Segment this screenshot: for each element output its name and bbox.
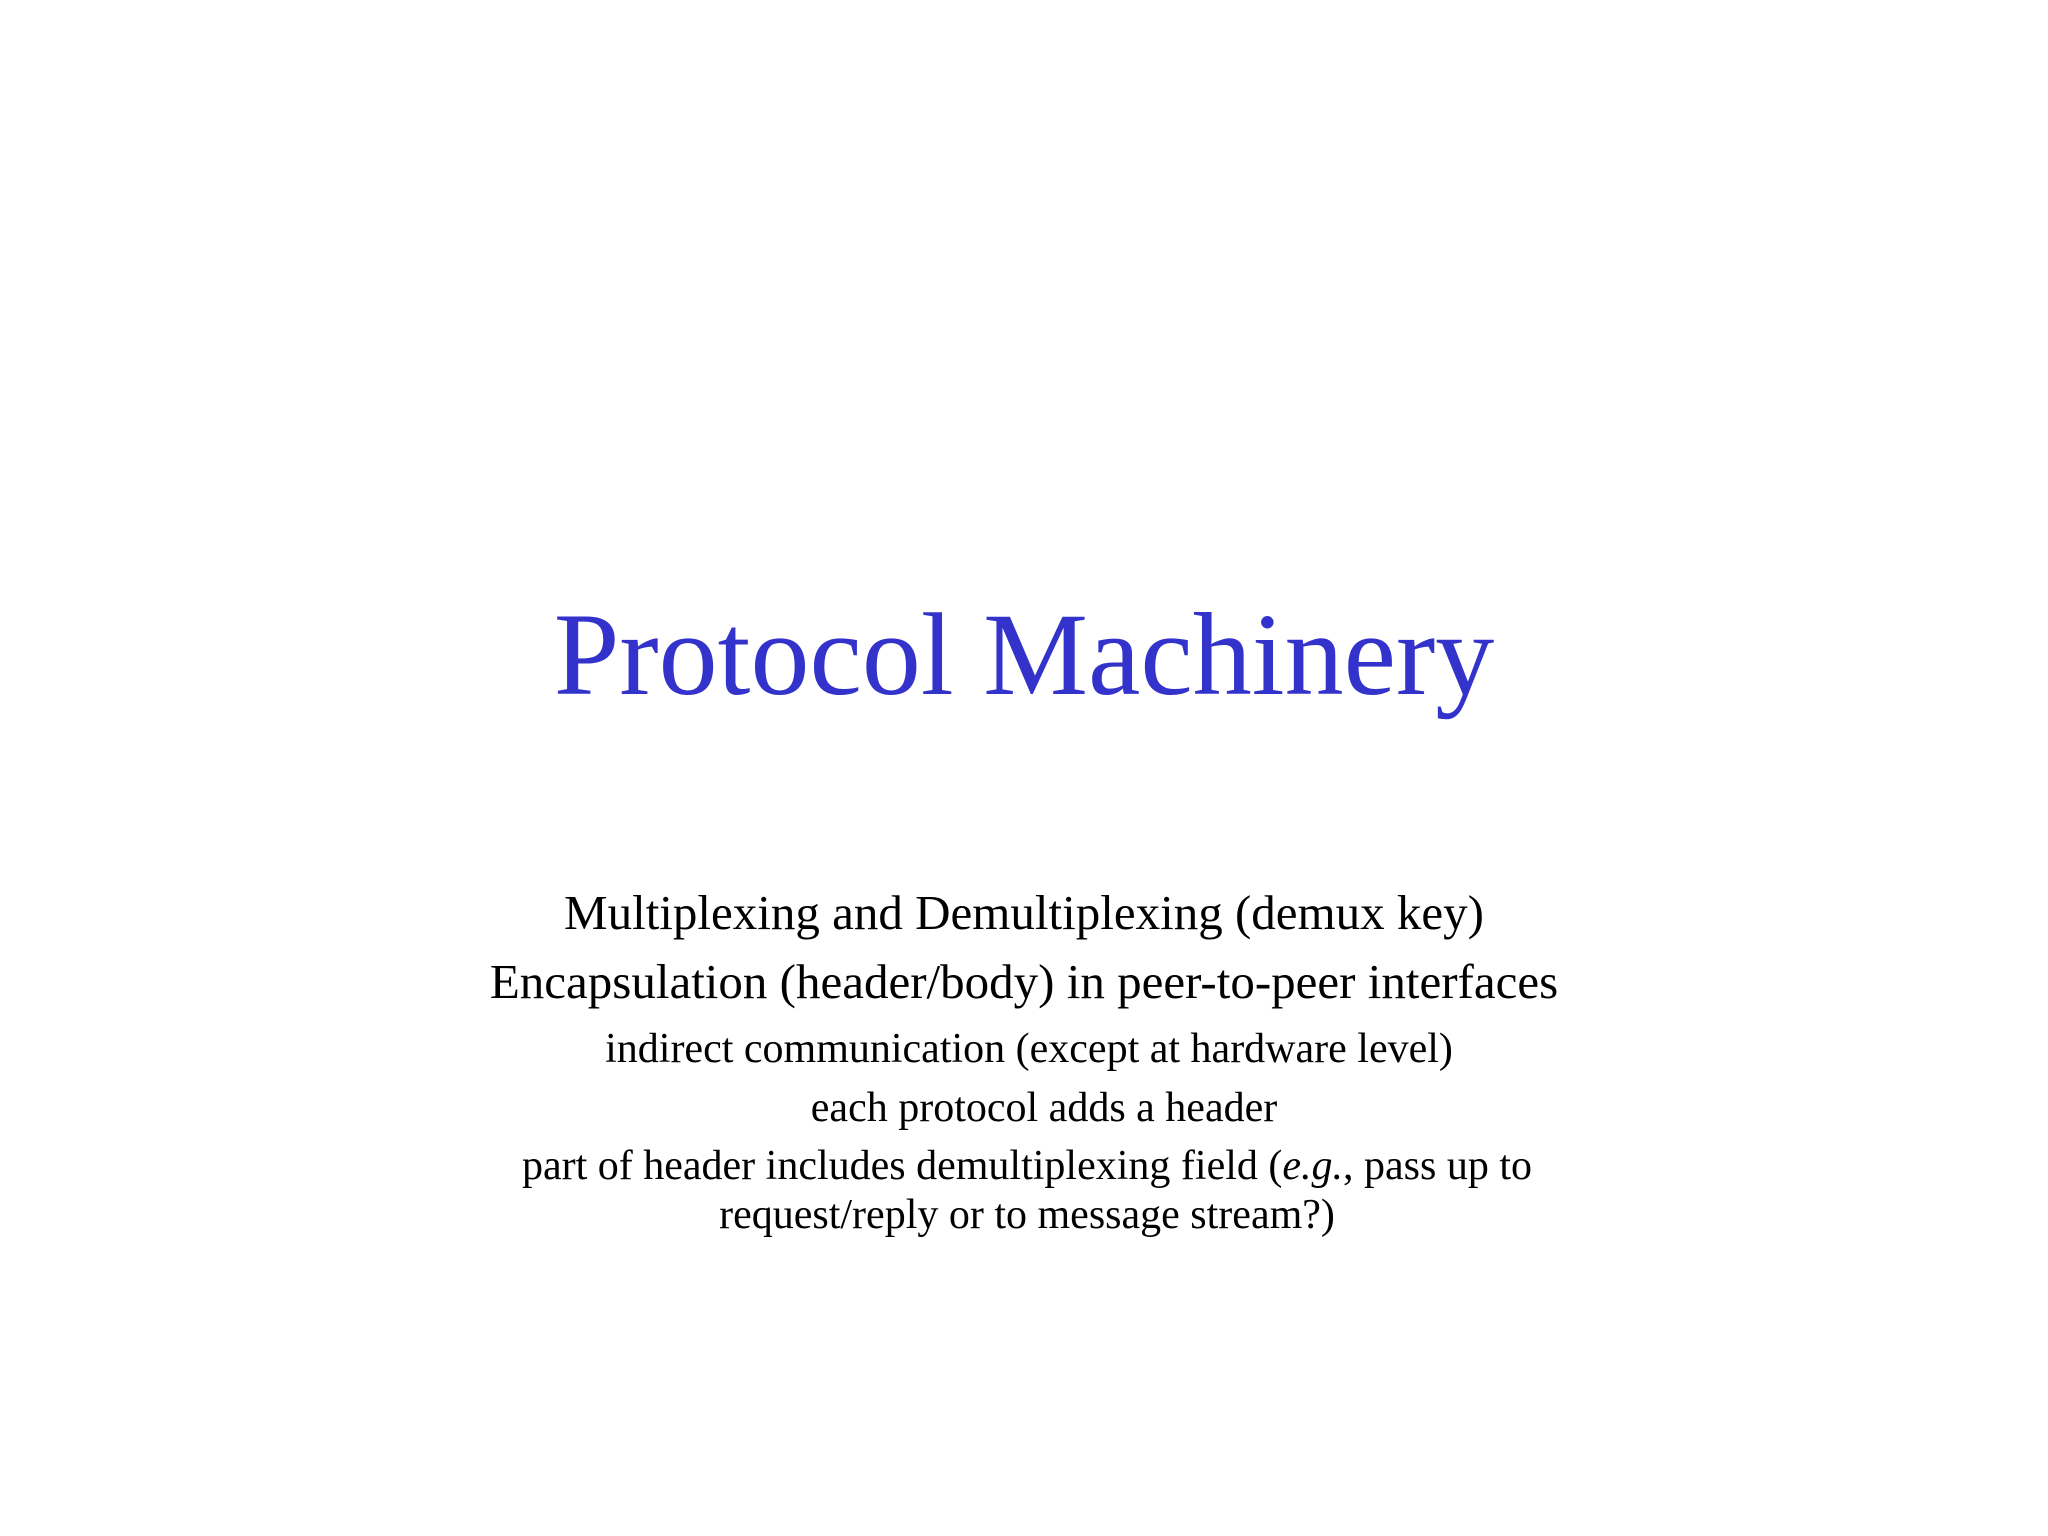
sub-bullet-demux-field-continuation: request/reply or to message stream?) — [719, 1192, 1335, 1238]
bullet-multiplexing: Multiplexing and Demultiplexing (demux key) — [564, 885, 1484, 940]
sub-bullet-header: each protocol adds a header — [810, 1085, 1278, 1131]
bullet-encapsulation: Encapsulation (header/body) in peer-to-peer interfaces — [489, 954, 1559, 1009]
sub-bullet-demux-field — [0, 1140, 2048, 1192]
sub-bullet-indirect-communication: indirect communication (except at hardware level) — [605, 1026, 1453, 1072]
demux-field-text-end: , pass up to — [1343, 1143, 1533, 1189]
slide-title: Protocol Machinery — [553, 589, 1495, 720]
eg-abbreviation: e.g. — [1282, 1143, 1344, 1189]
demux-field-text-start: part of header includes demultiplexing field ( — [521, 1143, 1283, 1189]
